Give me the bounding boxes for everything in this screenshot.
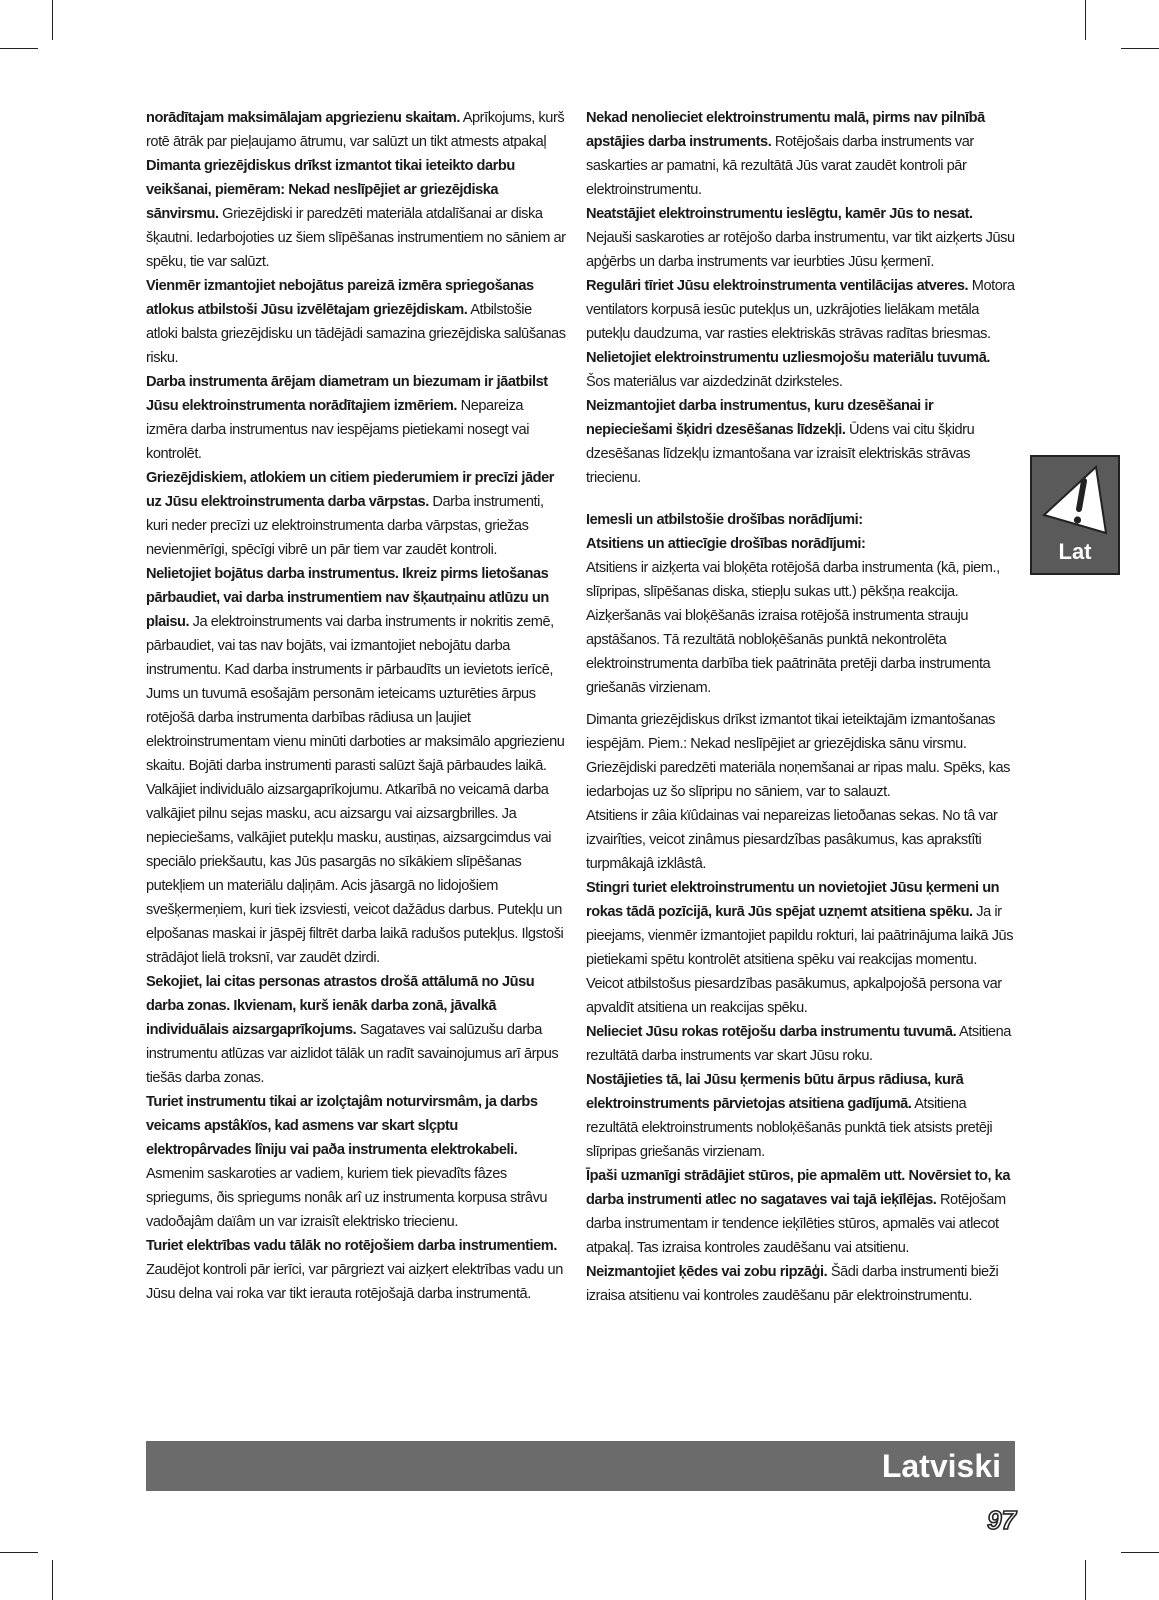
paragraph bbox=[586, 556, 1016, 700]
paragraph bbox=[586, 508, 1016, 532]
crop-mark bbox=[1085, 0, 1086, 40]
language-side-tab bbox=[1030, 455, 1120, 575]
crop-mark bbox=[1085, 1560, 1086, 1600]
paragraph bbox=[586, 274, 1016, 346]
paragraph bbox=[586, 1260, 1016, 1308]
paragraph bbox=[586, 1020, 1016, 1068]
text-run: Darba instrumenti, kuri neder precīzi uz elektroinstrumenta darba vārpstas, griežas nevienmērīgi, spēcīgi vibrē un pār tiem var zaudēt kontroli. bbox=[146, 494, 544, 558]
text-run: Motora ventilators korpusā iesūc putekļus un, uzkrājoties lielākam metāla putekļu daudzuma, var rasties elektriskās strāvas radītas briesmas. bbox=[586, 278, 1015, 342]
bold-run: Neizmantojiet ķēdes vai zobu ripzāģi. bbox=[586, 1264, 828, 1280]
crop-mark bbox=[0, 48, 38, 49]
text-run: Dimanta griezējdiskus drīkst izmantot tikai ieteiktajām izmantošanas iespējām. Piem.: Nekad neslīpējiet ar griezējdiska sānu virsmu. Griezējdiski paredzēti materiāla noņemšanai ar ripas malu. Spēks, kas iedarbojas uz šo slīpripu no sāniem, var to salauzt. bbox=[586, 712, 1010, 800]
bold-run: Nekad nenolieciet elektroinstrumentu malā, pirms nav pilnībā apstājies darba instruments. bbox=[586, 110, 985, 150]
footer-band bbox=[146, 1441, 1015, 1491]
paragraph bbox=[586, 346, 1016, 394]
paragraph bbox=[146, 1090, 566, 1234]
text-run: Ūdens vai citu šķidru dzesēšanas līdzekļu izmantošana var izraisīt elektriskās strāvas triecienu. bbox=[586, 422, 975, 486]
text-run: Zaudējot kontroli pār ierīci, var pārgriezt vai aizķert elektrības vadu un Jūsu delna vai roka var tikt ierauta rotējošajā darba instrumentā. bbox=[146, 1262, 563, 1302]
bold-run: Nelietojiet elektroinstrumentu uzliesmojošu materiālu tuvumā. bbox=[586, 350, 990, 366]
text-run: Sagataves vai salūzušu darba instrumentu atlūzas var aizlidot tālāk un radīt savainojumus arī ārpus tiešās darba zonas. bbox=[146, 1022, 559, 1086]
bold-run: Stingri turiet elektroinstrumentu un novietojiet Jūsu ķermeni un rokas tādā pozīcijā, kurā Jūs spējat uzņemt atsitiena spēku. bbox=[586, 880, 1000, 920]
bold-run: Turiet elektrības vadu tālāk no rotējošiem darba instrumentiem. bbox=[146, 1238, 557, 1254]
bold-run: Regulāri tīriet Jūsu elektroinstrumenta ventilācijas atveres. bbox=[586, 278, 969, 294]
crop-mark bbox=[1121, 48, 1159, 49]
text-run: Šos materiālus var aizdedzināt dzirksteles. bbox=[586, 374, 843, 390]
bold-run: norādītajam maksimālajam apgriezienu skaitam. bbox=[146, 110, 460, 126]
bold-run: Neatstājiet elektroinstrumentu ieslēgtu, kamēr Jūs to nesat. bbox=[586, 206, 973, 222]
bold-run: Vienmēr izmantojiet nebojātus pareizā izmēra spriegošanas atlokus atbilstoši Jūsu izvēlētajam griezējdiskam. bbox=[146, 278, 534, 318]
text-run: Ja ir pieejams, vienmēr izmantojiet papildu rokturi, lai paātrinājuma laikā Jūs pietiekami spētu kontrolēt atsitiena spēku vai reakcijas momentu. Veicot atbilstošus piesardzības pasākumus, apkalpojošā persona var apvaldīt atsitiena un reakcijas spēku. bbox=[586, 904, 1014, 1016]
crop-mark bbox=[1121, 1552, 1159, 1553]
text-run: Asmenim saskaroties ar vadiem, kuriem tiek pievadîts fâzes spriegums, ðis spriegums nonâk arî uz instrumenta korpusa strâvu vadoðajâm daïâm un var izraisît elektrisko triecienu. bbox=[146, 1166, 548, 1230]
bold-run: Dimanta griezējdiskus drīkst izmantot tikai ieteikto darbu veikšanai, piemēram: Nekad neslīpējiet ar griezējdiska sānvirsmu. bbox=[146, 158, 515, 222]
paragraph bbox=[586, 106, 1016, 202]
text-run: Rotējošam darba instrumentam ir tendence ieķīlēties stūros, apmalēs vai atlecot atpakaļ. Tas izraisa kontroles zaudēšanu vai atsitienu. bbox=[586, 1192, 1006, 1256]
paragraph bbox=[146, 466, 566, 562]
bold-run: Nelieciet Jūsu rokas rotējošu darba instrumentu tuvumā. bbox=[586, 1024, 957, 1040]
warning-exclamation-icon bbox=[1034, 459, 1116, 539]
side-tab-label: Lat bbox=[1058, 539, 1092, 564]
text-run: Atbilstošie atloki balsta griezējdisku un tādējādi samazina griezējdiska salūšanas risku. bbox=[146, 302, 566, 366]
paragraph bbox=[146, 274, 566, 370]
paragraph bbox=[586, 1164, 1016, 1260]
paragraph bbox=[146, 106, 566, 154]
text-run: Nejauši saskaroties ar rotējošo darba instrumentu, var tikt aizķerts Jūsu apģērbs un darba instruments var ieurbties Jūsu ķermenī. bbox=[586, 230, 1015, 270]
bold-run: Iemesli un atbilstošie drošības norādījumi: bbox=[586, 512, 863, 528]
bold-run: Atsitiens un attiecīgie drošības norādījumi: bbox=[586, 536, 866, 552]
text-run: Valkājiet individuālo aizsargaprīkojumu. Atkarībā no veicamā darba valkājiet pilnu sejas masku, acu aizsargu vai aizsargbrilles. Ja nepieciešams, valkājiet putekļu masku, austiņas, aizsargcimdus vai speciālo priekšautu, kas Jūs pasargās no sīkākiem slīpēšanas putekļiem un materiālu daļiņām. Acis jāsargā no lidojošiem svešķermeņiem, kuri tiek izsviesti, veicot dažādus darbus. Putekļu un elpošanas maskai ir jāspēj filtrēt darba laikā radušos putekļus. Ilgstoši strādājot lielā troksnī, var zaudēt dzirdi. bbox=[146, 782, 564, 966]
text-run: Atsitiena rezultātā darba instruments var skart Jūsu roku. bbox=[586, 1024, 1011, 1064]
text-run: Šādi darba instrumenti bieži izraisa atsitienu vai kontroles zaudēšanu pār elektroinstrumentu. bbox=[586, 1264, 999, 1304]
paragraph bbox=[586, 394, 1016, 490]
footer-title: Latviski bbox=[881, 1448, 1001, 1484]
crop-mark bbox=[0, 1552, 38, 1553]
crop-mark bbox=[52, 0, 53, 40]
text-run: Griezējdiski ir paredzēti materiāla atdalīšanai ar diska šķautni. Iedarbojoties uz šiem slīpēšanas instrumentiem no sāniem ar spēku, tie var salūzt. bbox=[146, 206, 566, 270]
paragraph bbox=[586, 804, 1016, 876]
bold-run: Darba instrumenta ārējam diametram un biezumam ir jāatbilst Jūsu elektroinstrumenta norādītajiem izmēriem. bbox=[146, 374, 548, 414]
paragraph bbox=[146, 154, 566, 274]
page-number: 97 bbox=[987, 1505, 1016, 1535]
paragraph bbox=[586, 532, 1016, 556]
bold-run: Nostājieties tā, lai Jūsu ķermenis būtu ārpus rādiusa, kurā elektroinstruments pārvietojas atsitiena gadījumā. bbox=[586, 1072, 964, 1112]
text-run: Nepareiza izmēra darba instrumentus nav iespējams pietiekami nosegt vai kontrolēt. bbox=[146, 398, 529, 462]
bold-run: Sekojiet, lai citas personas atrastos drošā attālumā no Jūsu darba zonas. Ikvienam, kurš ienāk darba zonā, jāvalkā individuālais aizsargaprīkojums. bbox=[146, 974, 535, 1038]
bold-run: Griezējdiskiem, atlokiem un citiem piederumiem ir precīzi jāder uz Jūsu elektroinstrumenta darba vārpstas. bbox=[146, 470, 555, 510]
paragraph bbox=[146, 1234, 566, 1306]
text-run: Atsitiena rezultātā elektroinstruments nobloķēšanās punktā tiek atsists pretēji slīpripas griešanās virzienam. bbox=[586, 1096, 993, 1160]
paragraph bbox=[586, 1068, 1016, 1164]
paragraph bbox=[146, 370, 566, 466]
text-run: Ja elektroinstruments vai darba instruments ir nokritis zemē, pārbaudiet, vai tas nav bojāts, vai izmantojiet nebojātu darba instrumentu. Kad darba instruments ir pārbaudīts un ievietots ierīcē, Jums un tuvumā esošajām personām ieteicams uzturēties ārpus rotējošā darba instrumenta darbības rādiusa un ļaujiet elektroinstrumentam vienu minūti darboties ar maksimālo apgriezienu skaitu. Bojāti darba instrumenti parasti salūzt šajā pārbaudes laikā. bbox=[146, 614, 565, 774]
right-text-column bbox=[586, 106, 1016, 1308]
bold-run: Īpaši uzmanīgi strādājiet stūros, pie apmalēm utt. Novērsiet to, ka darba instrumenti atlec no sagataves vai tajā ieķīlējas. bbox=[586, 1168, 1011, 1208]
bold-run: Turiet instrumentu tikai ar izolçtajâm noturvirsmâm, ja darbs veicams apstâkïos, kad asmens var skart slçptu elektropârvades lîniju vai paða instrumenta elektrokabeli. bbox=[146, 1094, 538, 1158]
text-run: Atsitiens ir aizķerta vai bloķēta rotējošā darba instrumenta (kā, piem., slīpripas, slīpēšanas diska, stiepļu sukas utt.) pēkšņa reakcija. Aizķeršanās vai bloķēšanās izraisa rotējošā instrumenta strauju apstāšanos. Tā rezultātā nobloķēšanās punktā nekontrolēta elektroinstrumenta darbība tiek paātrināta pretēji darba instrumenta griešanās virzienam. bbox=[586, 560, 1000, 696]
bold-run: Nelietojiet bojātus darba instrumentus. Ikreiz pirms lietošanas pārbaudiet, vai darba instrumentiem nav šķautņainu atlūzu un plaisu. bbox=[146, 566, 549, 630]
paragraph bbox=[146, 970, 566, 1090]
paragraph bbox=[586, 708, 1016, 804]
paragraph bbox=[586, 202, 1016, 274]
left-text-column bbox=[146, 106, 566, 1306]
text-run: Rotējošais darba instruments var saskarties ar pamatni, kā rezultātā Jūs varat zaudēt kontroli pār elektroinstrumentu. bbox=[586, 134, 974, 198]
paragraph bbox=[146, 562, 566, 778]
crop-mark bbox=[52, 1560, 53, 1600]
paragraph bbox=[586, 876, 1016, 1020]
text-run: Atsitiens ir zâia kïûdainas vai nepareizas lietoðanas sekas. No tâ var izvairîties, veicot zinâmus piesardzîbas pasâkumus, kas aprakstîti turpmâkajâ izklâstâ. bbox=[586, 808, 998, 872]
paragraph bbox=[146, 778, 566, 970]
text-run: Aprīkojums, kurš rotē ātrāk par pieļaujamo ātrumu, var salūzt un tikt atmests atpakaļ bbox=[146, 110, 565, 150]
bold-run: Neizmantojiet darba instrumentus, kuru dzesēšanai ir nepieciešami šķidri dzesēšanas līdzekļi. bbox=[586, 398, 934, 438]
